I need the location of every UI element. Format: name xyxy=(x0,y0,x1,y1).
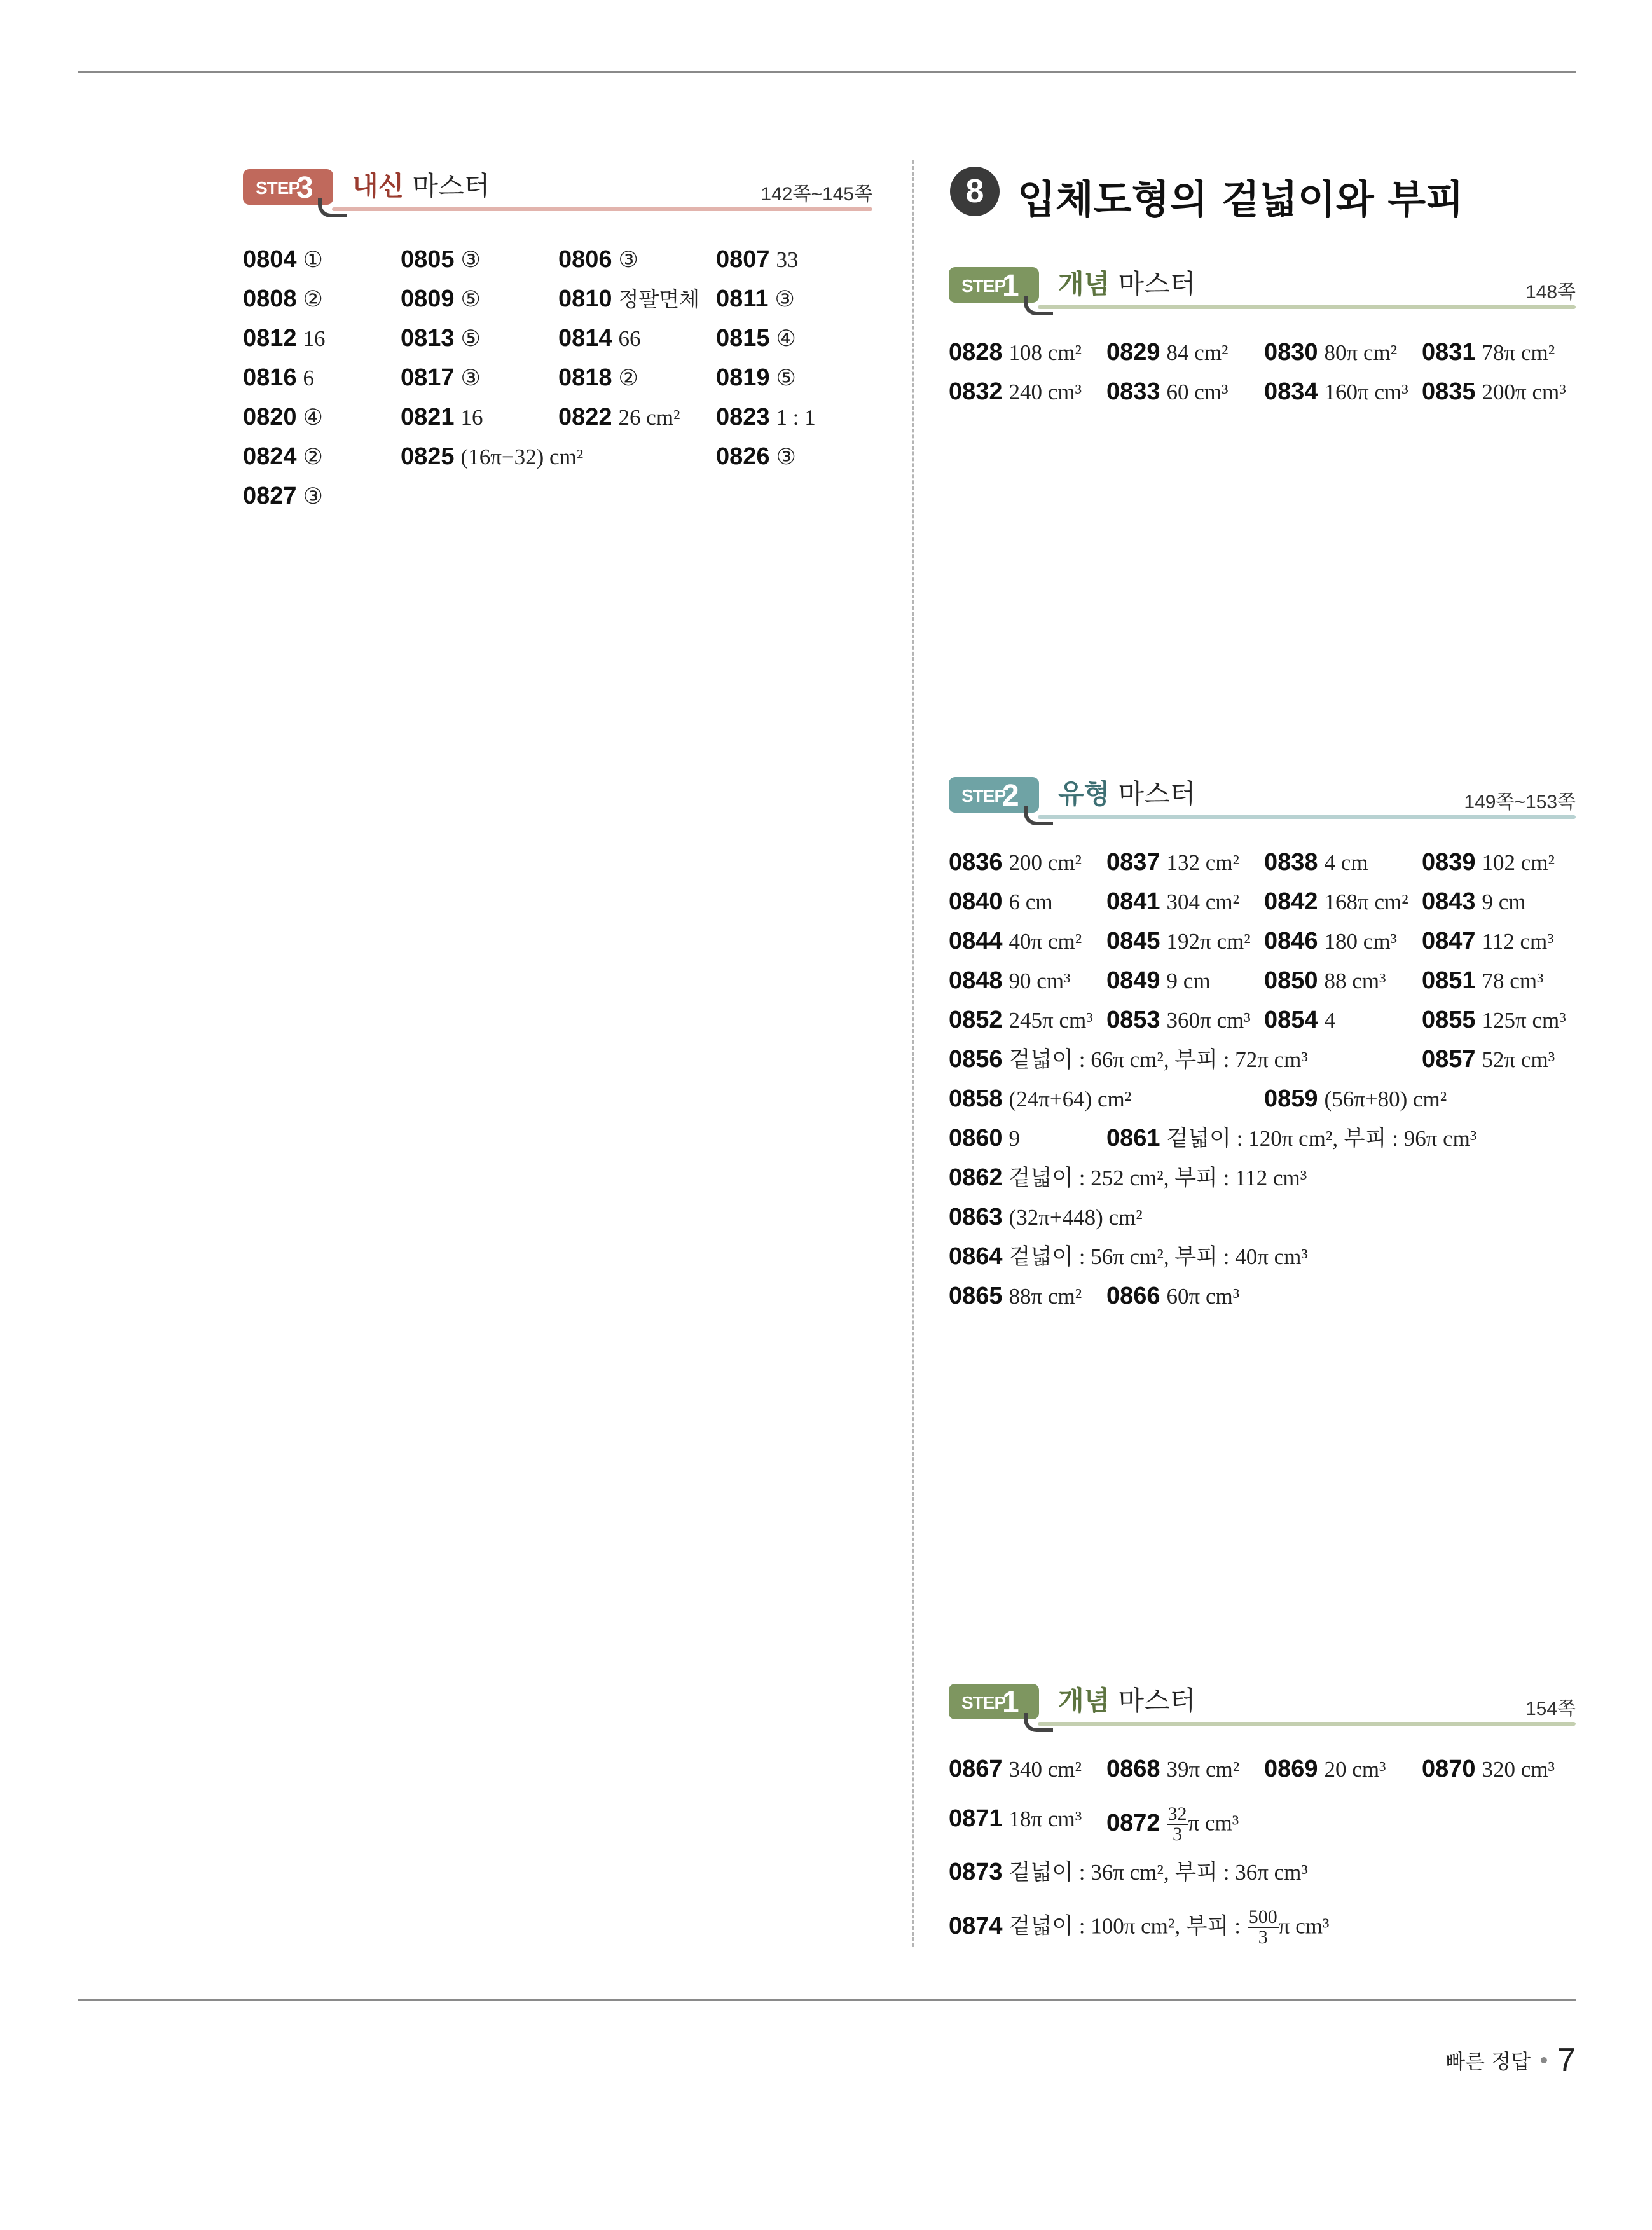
answer-item: 0845 192π cm² xyxy=(1106,928,1251,954)
footer-label: 빠른 정답 xyxy=(1445,2049,1531,2074)
answer-item: 0828 108 cm² xyxy=(949,339,1082,366)
answer-item: 0840 6 cm xyxy=(949,888,1053,915)
step-underline xyxy=(1038,1722,1576,1726)
answer-item: 0832 240 cm³ xyxy=(949,378,1082,405)
answer-item: 0804 ① xyxy=(243,246,323,273)
answer-item: 0871 18π cm³ xyxy=(949,1805,1082,1832)
answer-item: 0818 ② xyxy=(558,364,638,391)
step-title xyxy=(1058,773,1195,811)
answer-item: 0866 60π cm³ xyxy=(1106,1283,1240,1309)
answer-item: 0831 78π cm² xyxy=(1422,339,1555,366)
step2-header xyxy=(949,767,1576,824)
answer-item: 0822 26 cm² xyxy=(558,404,680,430)
answer-item: 0854 4 xyxy=(1264,1007,1336,1033)
answer-item: 0872 $\frac{32}{3}$ π cm³ xyxy=(1106,1803,1239,1845)
chapter-title: 입체도형의 겉넓이와 부피 xyxy=(1017,176,1464,223)
answer-item: 0826 ③ xyxy=(716,443,796,470)
page-number: 7 xyxy=(1557,2042,1576,2079)
step-underline xyxy=(1038,815,1576,819)
answer-item: 0834 160π cm³ xyxy=(1264,378,1408,405)
answer-item: 0844 40π cm² xyxy=(949,928,1082,954)
answer-item: 0813 ⑤ xyxy=(401,325,481,352)
answer-item: 0863 (32π+448) cm² xyxy=(949,1204,1143,1230)
answer-item: 0874 겉넓이 : 100π cm², 부피 : $\frac{500}{3}$ π cm³ xyxy=(949,1906,1330,1948)
answer-item: 0820 ④ xyxy=(243,404,323,430)
step-title xyxy=(1058,1680,1195,1718)
answer-item: 0827 ③ xyxy=(243,483,323,509)
answer-item: 0836 200 cm² xyxy=(949,849,1082,876)
answer-item: 0873 겉넓이 : 36π cm², 부피 : 36π cm³ xyxy=(949,1859,1308,1885)
step-title-rest: 마스터 xyxy=(1110,268,1196,299)
step1b-header xyxy=(949,1674,1576,1731)
step-number: 1 xyxy=(1002,1686,1019,1719)
answer-item: 0835 200π cm³ xyxy=(1422,378,1566,405)
top-rule xyxy=(78,71,1576,73)
answer-item: 0833 60 cm³ xyxy=(1106,378,1229,405)
answer-item: 0805 ③ xyxy=(401,246,481,273)
step-title-rest: 마스터 xyxy=(1110,778,1196,809)
answer-item: 0811 ③ xyxy=(716,286,795,312)
answer-item: 0851 78 cm³ xyxy=(1422,967,1544,994)
step-underline xyxy=(1038,305,1576,309)
answer-item: 0814 66 xyxy=(558,325,641,352)
answer-item: 0862 겉넓이 : 252 cm², 부피 : 112 cm³ xyxy=(949,1164,1307,1191)
answer-item: 0816 6 xyxy=(243,364,315,391)
answer-item: 0865 88π cm² xyxy=(949,1283,1082,1309)
step-label: STEP xyxy=(961,786,1006,806)
answer-item: 0806 ③ xyxy=(558,246,638,273)
answer-item: 0858 (24π+64) cm² xyxy=(949,1085,1132,1112)
answer-item: 0821 16 xyxy=(401,404,483,430)
step-title-rest: 마스터 xyxy=(1110,1685,1196,1716)
step-title-keyword: 개념 xyxy=(1058,268,1110,299)
answer-item: 0823 1 : 1 xyxy=(716,404,816,430)
answer-item: 0808 ② xyxy=(243,286,323,312)
answer-item: 0841 304 cm² xyxy=(1106,888,1240,915)
answer-item: 0868 39π cm² xyxy=(1106,1756,1240,1782)
page-range: 142쪽~145쪽 xyxy=(761,184,872,205)
step-number: 2 xyxy=(1002,779,1019,813)
step-title-keyword: 개념 xyxy=(1058,1685,1110,1716)
step-label: STEP xyxy=(961,276,1006,296)
answer-item: 0870 320 cm³ xyxy=(1422,1756,1555,1782)
answer-item: 0852 245π cm³ xyxy=(949,1007,1093,1033)
chapter-number: 8 xyxy=(950,167,1000,216)
step-underline xyxy=(332,207,872,211)
answer-item: 0861 겉넓이 : 120π cm², 부피 : 96π cm³ xyxy=(1106,1125,1477,1152)
answer-item: 0838 4 cm xyxy=(1264,849,1368,876)
answer-item: 0869 20 cm³ xyxy=(1264,1756,1386,1782)
answer-item: 0849 9 cm xyxy=(1106,967,1211,994)
answer-item: 0846 180 cm³ xyxy=(1264,928,1398,954)
answer-item: 0829 84 cm² xyxy=(1106,339,1229,366)
column-divider xyxy=(912,160,914,1947)
step-title-keyword: 내신 xyxy=(352,170,404,202)
step-label: STEP xyxy=(256,178,300,198)
footer-dot-icon xyxy=(1541,2057,1547,2063)
answer-item: 0867 340 cm² xyxy=(949,1756,1082,1782)
step1-header xyxy=(949,257,1576,314)
step-number: 1 xyxy=(1002,269,1019,303)
answer-item: 0856 겉넓이 : 66π cm², 부피 : 72π cm³ xyxy=(949,1046,1308,1073)
answer-item: 0848 90 cm³ xyxy=(949,967,1071,994)
page-range: 149쪽~153쪽 xyxy=(1464,792,1576,813)
answer-item: 0837 132 cm² xyxy=(1106,849,1240,876)
answer-item: 0853 360π cm³ xyxy=(1106,1007,1251,1033)
answer-item: 0825 (16π−32) cm² xyxy=(401,443,584,470)
answer-item: 0817 ③ xyxy=(401,364,481,391)
page-range: 148쪽 xyxy=(1525,282,1576,303)
step-title xyxy=(352,165,490,203)
answer-item: 0842 168π cm² xyxy=(1264,888,1408,915)
answer-item: 0860 9 xyxy=(949,1125,1021,1152)
step-title xyxy=(1058,263,1195,301)
answer-item: 0855 125π cm³ xyxy=(1422,1007,1566,1033)
answer-item: 0810 정팔면체 xyxy=(558,286,700,312)
page-range: 154쪽 xyxy=(1525,1698,1576,1719)
answer-item: 0830 80π cm² xyxy=(1264,339,1398,366)
answer-item: 0843 9 cm xyxy=(1422,888,1526,915)
step3-header xyxy=(243,159,872,216)
step-label: STEP xyxy=(961,1693,1006,1712)
bottom-rule xyxy=(78,1999,1576,2001)
answer-item: 0847 112 cm³ xyxy=(1422,928,1554,954)
step-title-rest: 마스터 xyxy=(404,170,490,202)
step-title-keyword: 유형 xyxy=(1058,778,1110,809)
answer-item: 0864 겉넓이 : 56π cm², 부피 : 40π cm³ xyxy=(949,1243,1308,1270)
step-number: 3 xyxy=(296,171,313,205)
answer-item: 0850 88 cm³ xyxy=(1264,967,1386,994)
answer-item: 0824 ② xyxy=(243,443,323,470)
answer-item: 0857 52π cm³ xyxy=(1422,1046,1555,1073)
answer-item: 0807 33 xyxy=(716,246,799,273)
answer-item: 0809 ⑤ xyxy=(401,286,481,312)
answer-item: 0812 16 xyxy=(243,325,326,352)
answer-item: 0839 102 cm² xyxy=(1422,849,1555,876)
answer-item: 0815 ④ xyxy=(716,325,796,352)
answer-item: 0859 (56π+80) cm² xyxy=(1264,1085,1447,1112)
page-footer xyxy=(1445,2041,1576,2079)
answer-item: 0819 ⑤ xyxy=(716,364,796,391)
